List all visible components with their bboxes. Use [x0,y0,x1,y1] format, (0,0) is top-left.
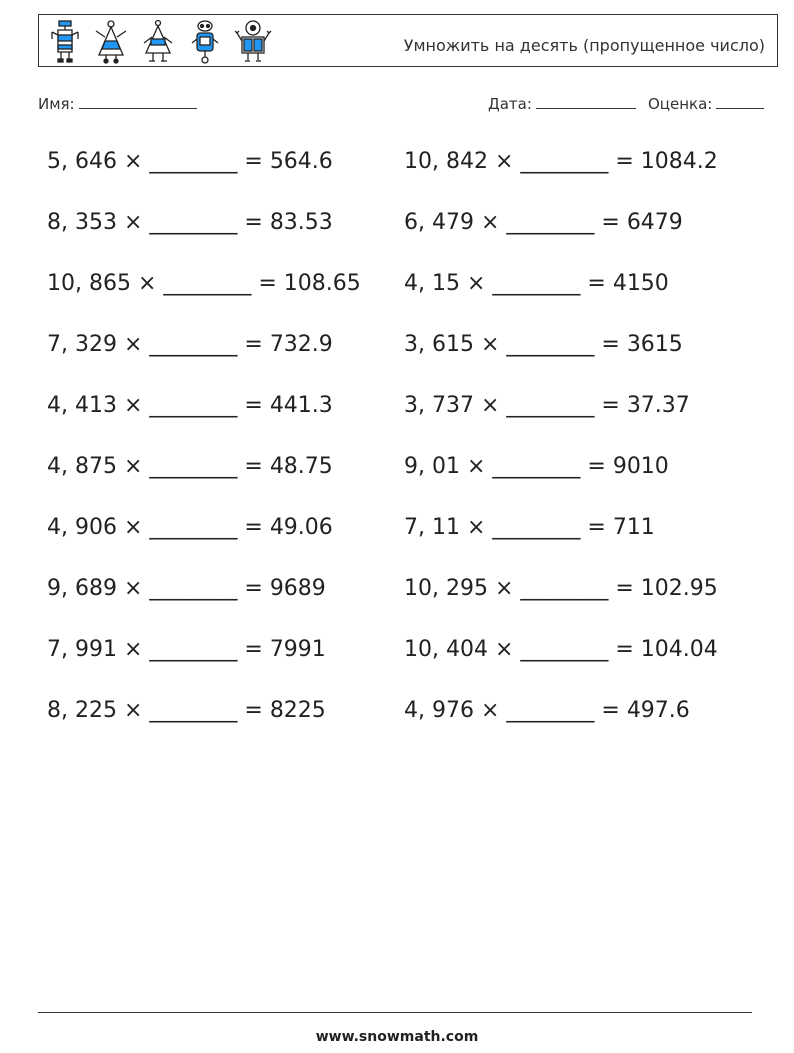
worksheet-header [38,14,778,67]
problem: 10, 842 × ________ = 1084.2 [404,149,718,174]
grade-field [648,93,764,113]
problem: 3, 737 × ________ = 37.37 [404,393,690,418]
robot-icon-2 [93,19,129,64]
problem: 8, 353 × ________ = 83.53 [47,210,333,235]
name-blank[interactable] [79,93,197,109]
name-field [38,93,197,113]
problem: 4, 875 × ________ = 48.75 [47,454,333,479]
date-blank[interactable] [536,93,636,109]
problem: 5, 646 × ________ = 564.6 [47,149,333,174]
grade-label: Оценка: [648,95,713,113]
grade-blank[interactable] [716,93,764,109]
problem: 10, 865 × ________ = 108.65 [47,271,361,296]
problem: 7, 991 × ________ = 7991 [47,637,326,662]
footer-website[interactable]: www.snowmath.com [315,1029,479,1045]
problem: 8, 225 × ________ = 8225 [47,698,326,723]
problem: 9, 01 × ________ = 9010 [404,454,669,479]
problem: 4, 413 × ________ = 441.3 [47,393,333,418]
robot-icon-4 [189,19,221,64]
date-label: Дата: [488,95,532,113]
robot-icon-1 [49,19,81,64]
problem: 6, 479 × ________ = 6479 [404,210,683,235]
worksheet-title: Умножить на десять (пропущенное число) [403,36,765,55]
robot-icons [47,19,277,64]
problem: 3, 615 × ________ = 3615 [404,332,683,357]
problem: 4, 15 × ________ = 4150 [404,271,669,296]
robot-icon-5 [233,19,273,64]
footer-divider [38,1012,752,1013]
problem: 4, 906 × ________ = 49.06 [47,515,333,540]
name-label: Имя: [38,95,75,113]
problem: 4, 976 × ________ = 497.6 [404,698,690,723]
date-field [488,93,636,113]
robot-icon-3 [141,19,175,64]
problem: 7, 329 × ________ = 732.9 [47,332,333,357]
problem: 9, 689 × ________ = 9689 [47,576,326,601]
problem: 10, 404 × ________ = 104.04 [404,637,718,662]
problem: 7, 11 × ________ = 711 [404,515,655,540]
problem: 10, 295 × ________ = 102.95 [404,576,718,601]
